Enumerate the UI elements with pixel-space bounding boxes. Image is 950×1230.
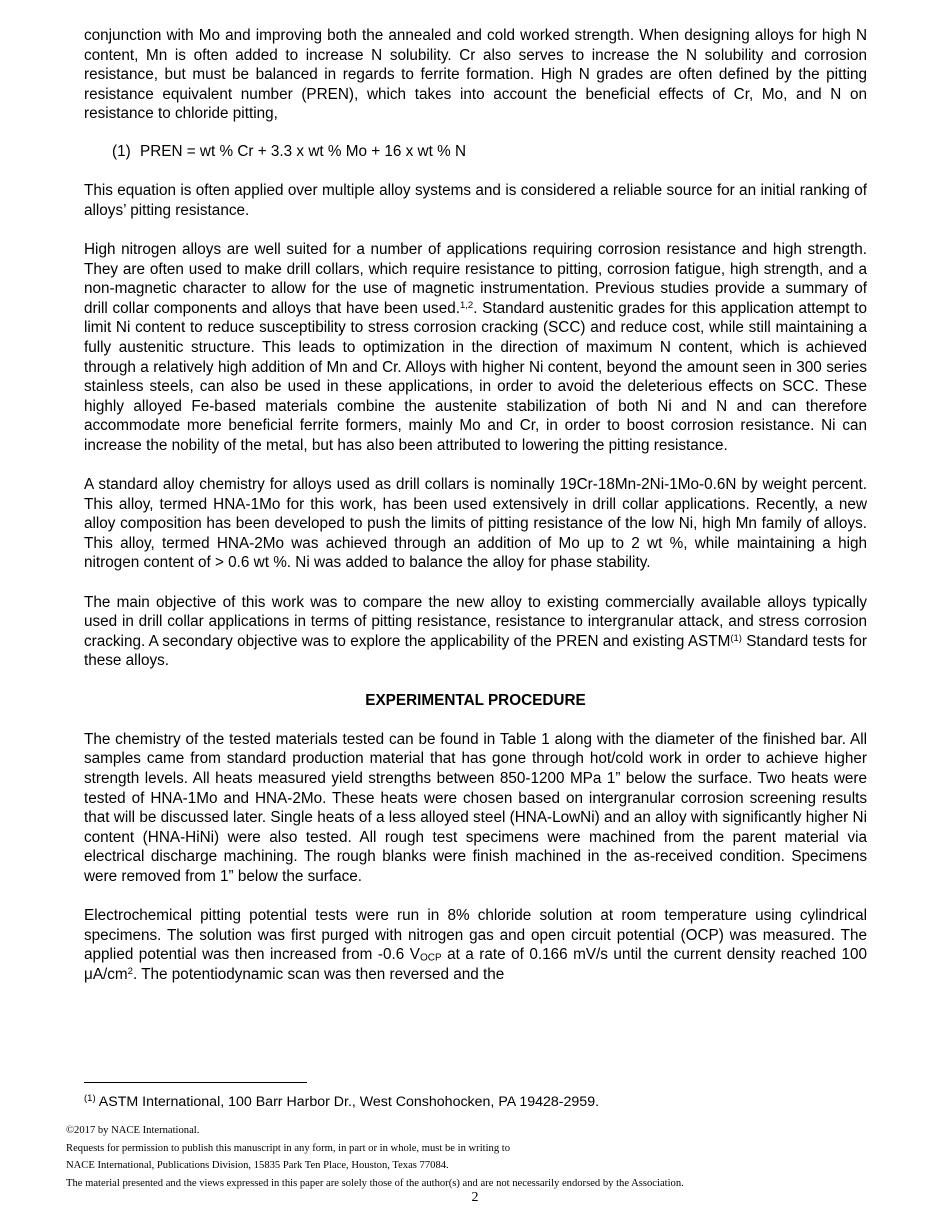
paragraph-electrochemical-tests [84, 906, 867, 984]
section-heading: EXPERIMENTAL PROCEDURE [365, 691, 586, 709]
paragraph-text: The main objective of this work was to compare the new alloy to existing commercially available alloys typically used in drill collar applications in terms of pitting resistance, resistance to intergranular attack, and stress corrosion cracking. A secondary objective was to explore the applicability of the PREN and existing ASTM [84, 593, 867, 650]
copyright-line: ©2017 by NACE International. [66, 1125, 200, 1136]
paragraph-text: Standard tests for these alloys. [84, 632, 867, 670]
paragraph-text: The chemistry of the tested materials tested can be found in Table 1 along with the diameter of the finished bar. All samples came from standard production material that has gone through hot/cold work in order to achieve higher strength levels. All heats measured yield strengths between 850-1200 MPa 1” below the surface. Two heats were tested of HNA-1Mo and HNA-2Mo. These heats were chosen based on intergranular corrosion screening results that will be discussed later. Single heats of a less alloyed steel (HNA-LowNi) and an alloy with significantly higher Ni content (HNA-HiNi) were also tested. All rough test specimens were machined from the parent material via electrical discharge machining. The rough blanks were finish machined in the as-received condition. Specimens were removed from 1” below the surface. [84, 730, 867, 885]
equation-number: (1) [112, 142, 131, 160]
paragraph-materials [84, 730, 867, 887]
citation-reference: 1,2 [459, 299, 474, 311]
paragraph-text: conjunction with Mo and improving both the annealed and cold worked strength. When designing alloys for high N content, Mn is often added to increase N solubility. Cr also serves to increase the N solubility and corrosion resistance, but must be balanced in regards to ferrite formation. High N grades are often defined by the pitting resistance equivalent number (PREN), which takes into account the beneficial effects of Cr, Mo, and N on resistance to chloride pitting, [84, 27, 867, 123]
paragraph-standard-alloy [84, 475, 867, 573]
paragraph-intro-continued [84, 26, 867, 124]
footnote-text: ASTM International, 100 Barr Harbor Dr., West Conshohocken, PA 19428-2959. [95, 1094, 600, 1110]
footnote [84, 1093, 867, 1111]
address-line: NACE International, Publications Division, 15835 Park Ten Place, Houston, Texas 77084. [66, 1160, 449, 1172]
copyright-notice [66, 1122, 896, 1193]
footnote-mark: (1) [84, 1092, 96, 1104]
paragraph-high-nitrogen-applications [84, 240, 867, 456]
paragraph-text: Electrochemical pitting potential tests were run in 8% chloride solution at room temperature using cylindrical specimens. The solution was first purged with nitrogen gas and open circuit potential (OCP) was measured. The applied potential was then increased from -0.6 V [84, 907, 867, 964]
permission-line: Requests for permission to publish this manuscript in any form, in part or in whole, must be in writing to [66, 1142, 511, 1154]
equation-pren [84, 142, 867, 162]
page-number: 2 [471, 1190, 479, 1205]
paragraph-text: at a rate of 0.166 mV/s until the current density reached 100 μA/cm [84, 946, 867, 983]
superscript-two: 2 [127, 965, 133, 977]
paragraph-text: . The potentiodynamic scan was then reversed and the [132, 965, 505, 983]
equation-text: PREN = wt % Cr + 3.3 x wt % Mo + 16 x wt % N [140, 142, 467, 160]
paragraph-objective [84, 593, 867, 671]
subscript-ocp: OCP [419, 952, 442, 964]
disclaimer-line: The material presented and the views expressed in this paper are solely those of the author(s) and are not necessarily endorsed by the Association. [66, 1178, 684, 1190]
paragraph-text: A standard alloy chemistry for alloys used as drill collars is nominally 19Cr-18Mn-2Ni-1Mo-0.6N by weight percent. This alloy, termed HNA-1Mo for this work, has been used extensively in drill collar applications. Recently, a new alloy composition has been developed to push the limits of pitting resistance of the low Ni, high Mn family of alloys. This alloy, termed HNA-2Mo was achieved through an addition of Mo up to 2 wt %, while maintaining a high nitrogen content of > 0.6 wt %. Ni was added to balance the alloy for phase stability. [84, 476, 867, 572]
page-body [84, 26, 867, 1004]
paragraph-equation-note [84, 181, 867, 220]
footnote-reference: (1) [730, 632, 742, 644]
paragraph-text: This equation is often applied over multiple alloy systems and is considered a reliable source for an initial ranking of alloys’ pitting resistance. [84, 182, 867, 219]
paragraph-text: High nitrogen alloys are well suited for a number of applications requiring corrosion resistance and high strength. They are often used to make drill collars, which require resistance to pitting, corrosion fatigue, high strength, and a non-magnetic character to allow for the use of magnetic instrumentation. Previous studies provide a summary of drill collar components and alloys that have been used. [84, 240, 867, 317]
paragraph-text: . Standard austenitic grades for this application attempt to limit Ni content to reduce susceptibility to stress corrosion cracking (SCC) and reduce cost, while still maintaining a fully austenitic structure. This leads to optimization in the direction of maximum N content, which is achieved through a relatively high addition of Mn and Cr. Alloys with higher Ni content, beyond the amount seen in 300 series stainless steels, can also be used in these applications, in order to avoid the deleterious effects on SCC. These highly alloyed Fe-based materials combine the austenite stabilization of both Ni and N and can therefore accommodate more beneficial ferrite formers, mainly Mo and Cr, in order to boost corrosion resistance. Ni can increase the nobility of the metal, but has also been attributed to lowering the pitting resistance. [84, 299, 867, 454]
footnote-divider [84, 1082, 307, 1083]
